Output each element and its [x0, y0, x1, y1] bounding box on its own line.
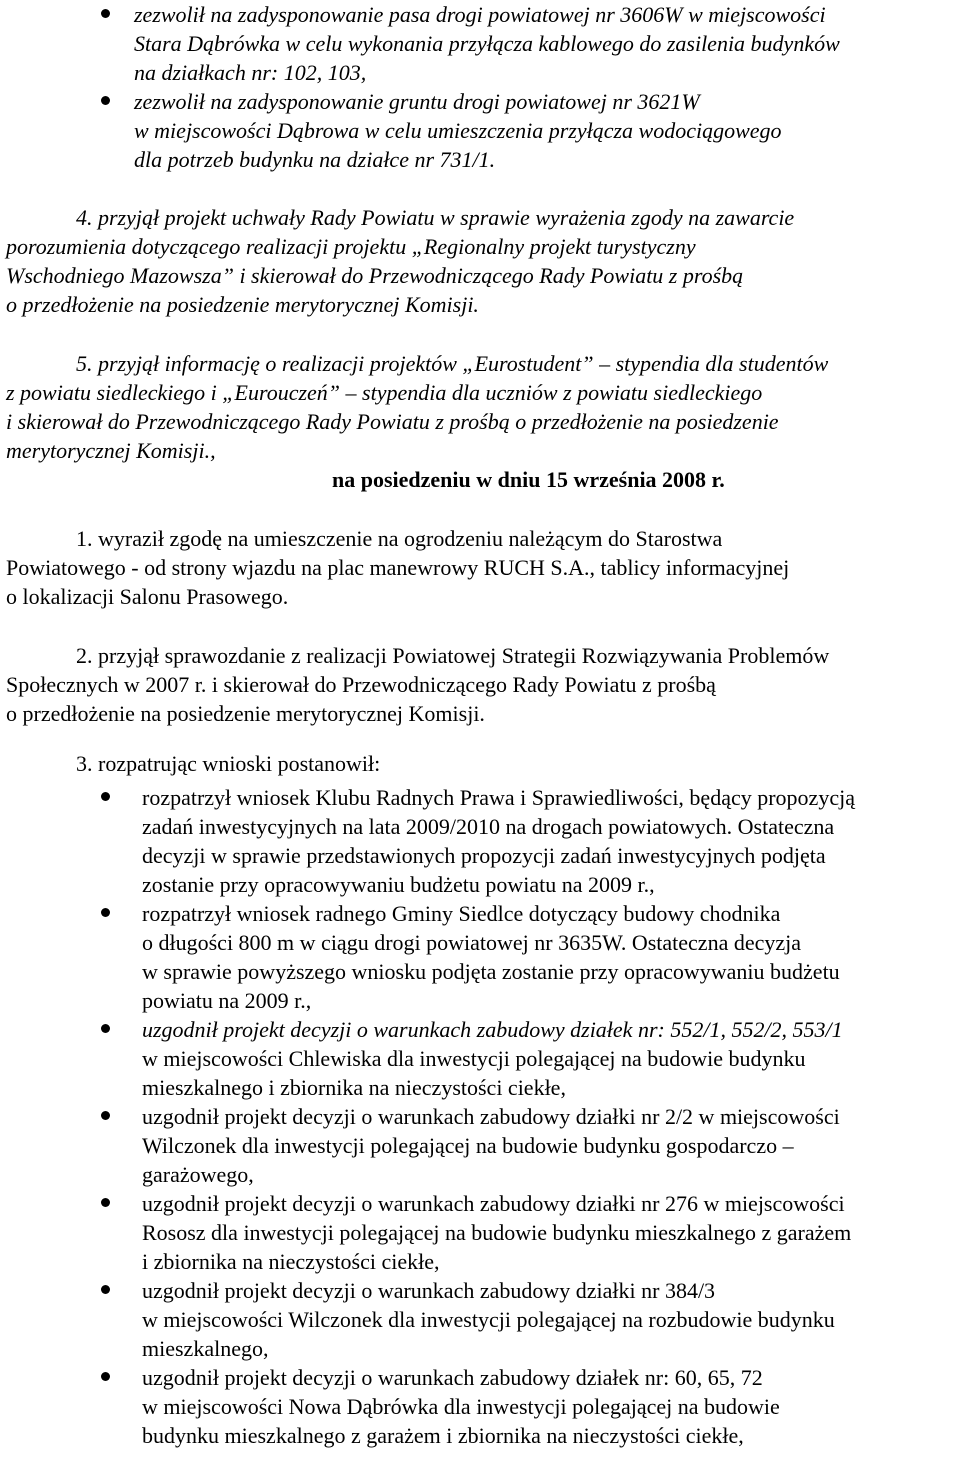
bullet-line: zadań inwestycyjnych na lata 2009/2010 na drogach powiatowych. Ostateczna	[142, 814, 835, 839]
item-5-line: i skierował do Przewodniczącego Rady Powiatu z prośbą o przedłożenie na posiedzenie	[6, 409, 779, 434]
item-1-line: 1. wyraził zgodę na umieszczenie na ogrodzeniu należącym do Starostwa	[76, 526, 723, 551]
bullet-icon	[101, 1024, 110, 1033]
bullet-line: garażowego,	[142, 1162, 254, 1187]
item-4-line: porozumienia dotyczącego realizacji projektu „Regionalny projekt turystyczny	[6, 234, 696, 259]
bullet-line: budynku mieszkalnego z garażem i zbiornika na nieczystości ciekłe,	[142, 1423, 744, 1448]
bullet-icon	[101, 1198, 110, 1207]
bullet-line: na działkach nr: 102, 103,	[134, 60, 367, 85]
bullet-line: Rososz dla inwestycji polegającej na budowie budynku mieszkalnego z garażem	[142, 1220, 852, 1245]
bullet-line: w miejscowości Wilczonek dla inwestycji polegającej na rozbudowie budynku	[142, 1307, 835, 1332]
bullet-icon	[101, 96, 110, 105]
bullet-line: w miejscowości Nowa Dąbrówka dla inwestycji polegającej na budowie	[142, 1394, 780, 1419]
item-1-line: o lokalizacji Salonu Prasowego.	[6, 584, 289, 609]
bullet-line: decyzji w sprawie przedstawionych propozycji zadań inwestycyjnych podjęta	[142, 843, 826, 868]
item-2-line: o przedłożenie na posiedzenie merytorycznej Komisji.	[6, 701, 485, 726]
bullet-line: i zbiornika na nieczystości ciekłe,	[142, 1249, 440, 1274]
item-1-line: Powiatowego - od strony wjazdu na plac manewrowy RUCH S.A., tablicy informacyjnej	[6, 555, 790, 580]
item-4-line: 4. przyjął projekt uchwały Rady Powiatu w sprawie wyrażenia zgody na zawarcie	[76, 205, 795, 230]
item-4-line: o przedłożenie na posiedzenie merytorycznej Komisji.	[6, 292, 479, 317]
bullet-icon	[101, 1285, 110, 1294]
bullet-line: uzgodnił projekt decyzji o warunkach zabudowy działki nr 276 w miejscowości	[142, 1191, 845, 1216]
item-5-line: z powiatu siedleckiego i „Eurouczeń” – stypendia dla uczniów z powiatu siedleckiego	[6, 380, 763, 405]
bullet-icon	[101, 9, 110, 18]
item-5-line: 5. przyjął informację o realizacji projektów „Eurostudent” – stypendia dla studentów	[76, 351, 829, 376]
bullet-line: mieszkalnego,	[142, 1336, 269, 1361]
bullet-line: zezwolił na zadysponowanie pasa drogi powiatowej nr 3606W w miejscowości	[134, 2, 826, 27]
bullet-line: rozpatrzył wniosek radnego Gminy Siedlce dotyczący budowy chodnika	[142, 901, 781, 926]
bullet-line: o długości 800 m w ciągu drogi powiatowej nr 3635W. Ostateczna decyzja	[142, 930, 802, 955]
bullet-line: zostanie przy opracowywaniu budżetu powiatu na 2009 r.,	[142, 872, 655, 897]
bullet-line: uzgodnił projekt decyzji o warunkach zabudowy działki nr 2/2 w miejscowości	[142, 1104, 840, 1129]
bullet-line: dla potrzeb budynku na działce nr 731/1.	[134, 147, 496, 172]
session-heading: na posiedzeniu w dniu 15 września 2008 r.	[332, 467, 725, 492]
bullet-icon	[101, 1372, 110, 1381]
bullet-line: w miejscowości Chlewiska dla inwestycji polegającej na budowie budynku	[142, 1046, 806, 1071]
bullet-line: mieszkalnego i zbiornika na nieczystości ciekłe,	[142, 1075, 566, 1100]
item-2-line: 2. przyjął sprawozdanie z realizacji Powiatowej Strategii Rozwiązywania Problemów	[76, 643, 830, 668]
bullet-line: Wilczonek dla inwestycji polegającej na budowie budynku gospodarczo –	[142, 1133, 794, 1158]
bullet-line: uzgodnił projekt decyzji o warunkach zabudowy działek nr: 552/1, 552/2, 553/1	[142, 1017, 843, 1042]
item-5-line: merytorycznej Komisji.,	[6, 438, 216, 463]
bullet-line: w sprawie powyższego wniosku podjęta zostanie przy opracowywaniu budżetu	[142, 959, 840, 984]
bullet-icon	[101, 792, 110, 801]
bullet-line: zezwolił na zadysponowanie gruntu drogi powiatowej nr 3621W	[134, 89, 700, 114]
bullet-line: w miejscowości Dąbrowa w celu umieszczenia przyłącza wodociągowego	[134, 118, 782, 143]
bullet-line: rozpatrzył wniosek Klubu Radnych Prawa i Sprawiedliwości, będący propozycją	[142, 785, 855, 810]
bullet-icon	[101, 1111, 110, 1120]
item-3-line: 3. rozpatrując wnioski postanowił:	[76, 751, 381, 776]
bullet-icon	[101, 908, 110, 917]
item-2-line: Społecznych w 2007 r. i skierował do Przewodniczącego Rady Powiatu z prośbą	[6, 672, 716, 697]
bullet-line: uzgodnił projekt decyzji o warunkach zabudowy działek nr: 60, 65, 72	[142, 1365, 763, 1390]
bullet-line: uzgodnił projekt decyzji o warunkach zabudowy działki nr 384/3	[142, 1278, 716, 1303]
item-4-line: Wschodniego Mazowsza” i skierował do Przewodniczącego Rady Powiatu z prośbą	[6, 263, 744, 288]
bullet-line: powiatu na 2009 r.,	[142, 988, 312, 1013]
bullet-line: Stara Dąbrówka w celu wykonania przyłącza kablowego do zasilenia budynków	[134, 31, 840, 56]
